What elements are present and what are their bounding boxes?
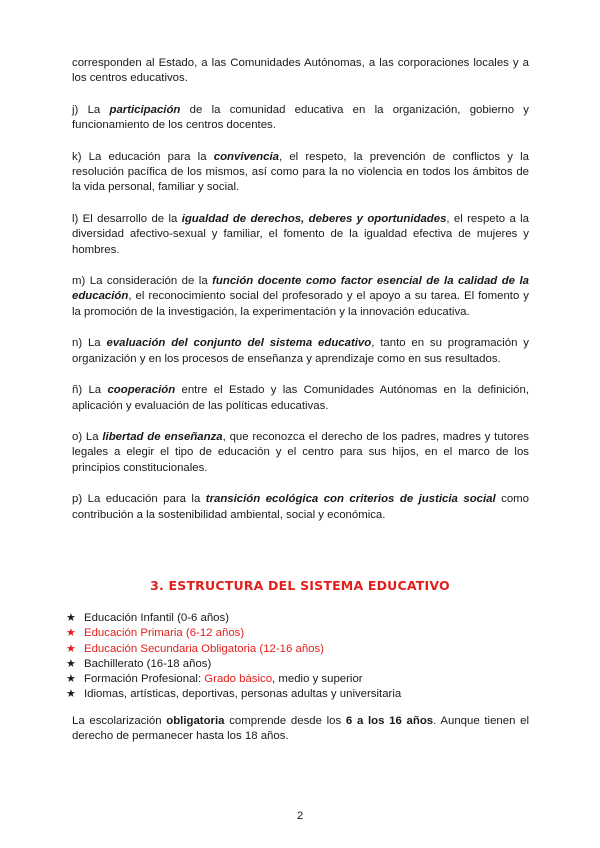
paragraph-j: [72, 103, 529, 134]
document-body: [72, 56, 529, 523]
closing-paragraph: [72, 714, 529, 745]
emphasis-text: evaluación del conjunto del sistema educativo: [106, 337, 372, 350]
paragraph-intro: [72, 56, 529, 87]
paragraph-text: corresponden al Estado, a las Comunidades Autónomas, a las corporaciones locales y a los centros educativos.: [72, 57, 529, 85]
list-item: [66, 672, 536, 687]
section-heading: 3. ESTRUCTURA DEL SISTEMA EDUCATIVO: [150, 578, 450, 593]
paragraph-nn: [72, 383, 529, 414]
list-item-text: Educación Secundaria Obligatoria (12-16 años): [84, 642, 324, 655]
emphasis-text: cooperación: [107, 384, 176, 397]
paragraph-m: [72, 274, 529, 320]
paragraph-text: , el respeto a la diversidad afectivo-sexual y familiar, el fomento de la igualdad efectiva de mujeres y hombres.: [72, 212, 529, 256]
paragraph-text: . Aunque tienen el derecho de permanecer hasta los 18 años.: [72, 715, 529, 743]
list-item-text: Idiomas, artísticas, deportivas, personas adultas y universitaria: [84, 688, 402, 701]
emphasis-text: igualdad de derechos, deberes y oportunidades: [181, 212, 447, 225]
list-item: [66, 642, 536, 657]
star-icon: ★: [66, 642, 76, 655]
paragraph-text: p) La educación para la: [72, 493, 206, 506]
emphasis-text: función docente como factor esencial de la calidad de la educación: [72, 275, 529, 303]
paragraph-text: comprende desde los: [224, 715, 346, 727]
emphasis-text: convivencia: [213, 150, 279, 163]
paragraph-text: m) La consideración de la: [72, 275, 213, 288]
paragraph-text: l) El desarrollo de la: [72, 212, 182, 225]
list-item-text: , medio y superior: [272, 673, 363, 686]
star-icon: ★: [66, 673, 76, 686]
list-item: [66, 657, 536, 672]
paragraph-text: , que reconozca el derecho de los padres, madres y tutores legales a elegir el tipo de educación y el centro para sus hijos, en el marco de los principios constitucionales.: [72, 430, 529, 474]
bold-text: 6 a los 16 años: [345, 715, 434, 727]
paragraph-p: [72, 492, 529, 523]
paragraph-text: o) La: [72, 430, 103, 443]
list-item-text: Educación Primaria (6-12 años): [84, 627, 245, 640]
list-item-text: Educación Infantil (0-6 años): [84, 612, 229, 624]
paragraph-n: [72, 336, 529, 367]
emphasis-text: participación: [109, 103, 181, 116]
education-levels-list: [66, 611, 536, 703]
highlight-text: Grado básico: [204, 673, 273, 686]
list-item-text: Bachillerato (16-18 años): [84, 657, 212, 670]
list-item-text: Formación Profesional:: [84, 673, 205, 686]
star-icon: ★: [66, 688, 76, 701]
star-icon: ★: [66, 657, 76, 670]
star-icon: ★: [66, 627, 76, 640]
emphasis-text: libertad de enseñanza: [102, 430, 223, 443]
page-number: 2: [296, 810, 304, 822]
paragraph-text: entre el Estado y las Comunidades Autónomas en la definición, aplicación y evaluación de las políticas educativas.: [72, 384, 529, 412]
star-icon: ★: [66, 612, 76, 624]
paragraph-text: j) La: [72, 103, 110, 116]
list-item: [66, 687, 536, 702]
paragraph-text: como contribución a la sostenibilidad ambiental, social y económica.: [72, 493, 529, 521]
paragraph-text: k) La educación para la: [72, 150, 214, 163]
paragraph-text: n) La: [72, 337, 107, 350]
paragraph-text: ñ) La: [72, 384, 108, 397]
list-item: [66, 611, 536, 626]
paragraph-l: [72, 212, 529, 258]
list-item: [66, 626, 536, 641]
paragraph-o: [72, 430, 529, 476]
emphasis-text: transición ecológica con criterios de justicia social: [205, 493, 496, 506]
bold-text: obligatoria: [166, 715, 225, 727]
paragraph-text: , el respeto, la prevención de conflictos y la resolución pacífica de los mismos, así como para la no violencia en todos los ámbitos de la vida personal, familiar y social.: [72, 150, 530, 194]
paragraph-text: La escolarización: [72, 715, 167, 727]
paragraph-text: , el reconocimiento social del profesorado y el apoyo a su tarea. El fomento y la promoción de la investigación, la experimentación y la innovación educativa.: [72, 290, 529, 318]
paragraph-k: [72, 150, 529, 196]
paragraph-text: de la comunidad educativa en la organización, gobierno y funcionamiento de los centros docentes.: [72, 103, 529, 132]
paragraph-text: , tanto en su programación y organización y en los procesos de enseñanza y aprendizaje como en sus resultados.: [72, 337, 529, 365]
